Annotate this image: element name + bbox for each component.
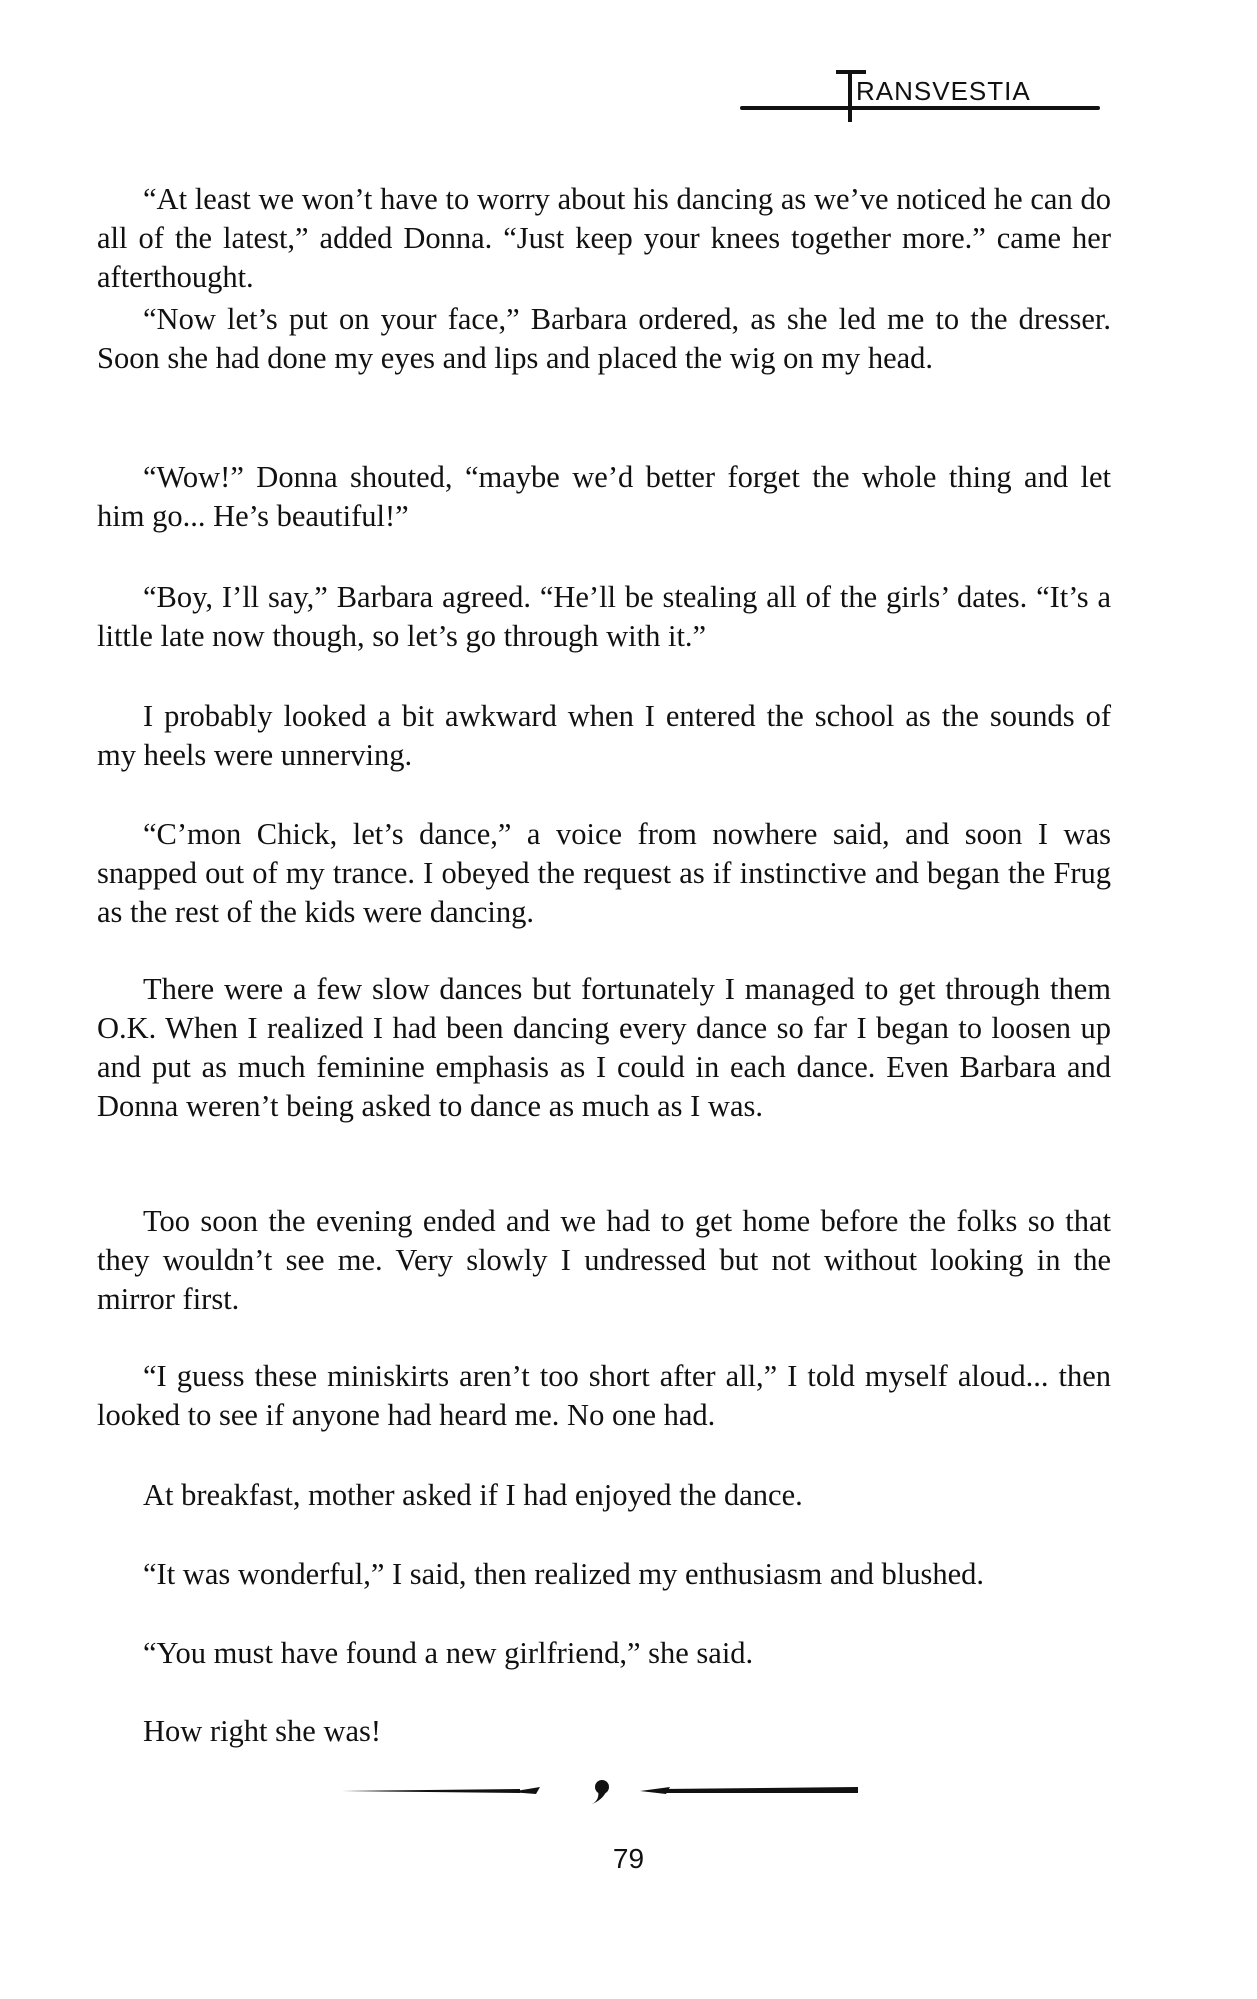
paragraph-13: How right she was! (143, 1714, 382, 1748)
header-title: RANSVESTIA (856, 76, 1031, 106)
paragraph-8: Too soon the evening ended and we had to get home before the folks so that they wouldn’t see me. Very slowly I undressed but not without looking in the mirror first. (97, 1204, 1111, 1316)
paragraph-9: “I guess these miniskirts aren’t too short after all,” I told myself aloud... then looked to see if anyone had heard me. No one had. (97, 1359, 1111, 1432)
paragraph-6: “C’mon Chick, let’s dance,” a voice from nowhere said, and soon I was snapped out of my trance. I obeyed the request as if instinctive and began the Frug as the rest of the kids were dancing. (97, 817, 1111, 929)
paragraph-11: “It was wonderful,” I said, then realized my enthusiasm and blushed. (143, 1557, 985, 1591)
paragraph-3: “Wow!” Donna shouted, “maybe we’d better forget the whole thing and let him go... He’s beautiful!” (97, 460, 1111, 533)
paragraph-4: “Boy, I’ll say,” Barbara agreed. “He’ll be stealing all of the girls’ dates. “It’s a little late now though, so let’s go through with it.” (97, 580, 1111, 653)
running-header (740, 62, 1100, 124)
page-number: 79 (612, 1843, 645, 1874)
paragraph-12: “You must have found a new girlfriend,” she said. (143, 1636, 754, 1670)
paragraph-5: I probably looked a bit awkward when I entered the school as the sounds of my heels were unnerving. (97, 699, 1111, 772)
paragraph-1: “At least we won’t have to worry about his dancing as we’ve noticed he can do all of the latest,” added Donna. “Just keep your knees together more.” came her afterthought. (97, 182, 1111, 294)
paragraph-7: There were a few slow dances but fortunately I managed to get through them O.K. When I realized I had been dancing every dance so far I began to loosen up and put as much feminine emphasis as I could in each dance. Even Barbara and Donna weren’t being asked to dance as much as I was. (97, 972, 1111, 1123)
section-end-ornament (340, 1770, 860, 1810)
paragraph-2: “Now let’s put on your face,” Barbara ordered, as she led me to the dresser. Soon she had done my eyes and lips and placed the wig on my head. (97, 302, 1111, 375)
paragraph-10: At breakfast, mother asked if I had enjoyed the dance. (143, 1478, 803, 1512)
header-t-stem (848, 72, 852, 122)
